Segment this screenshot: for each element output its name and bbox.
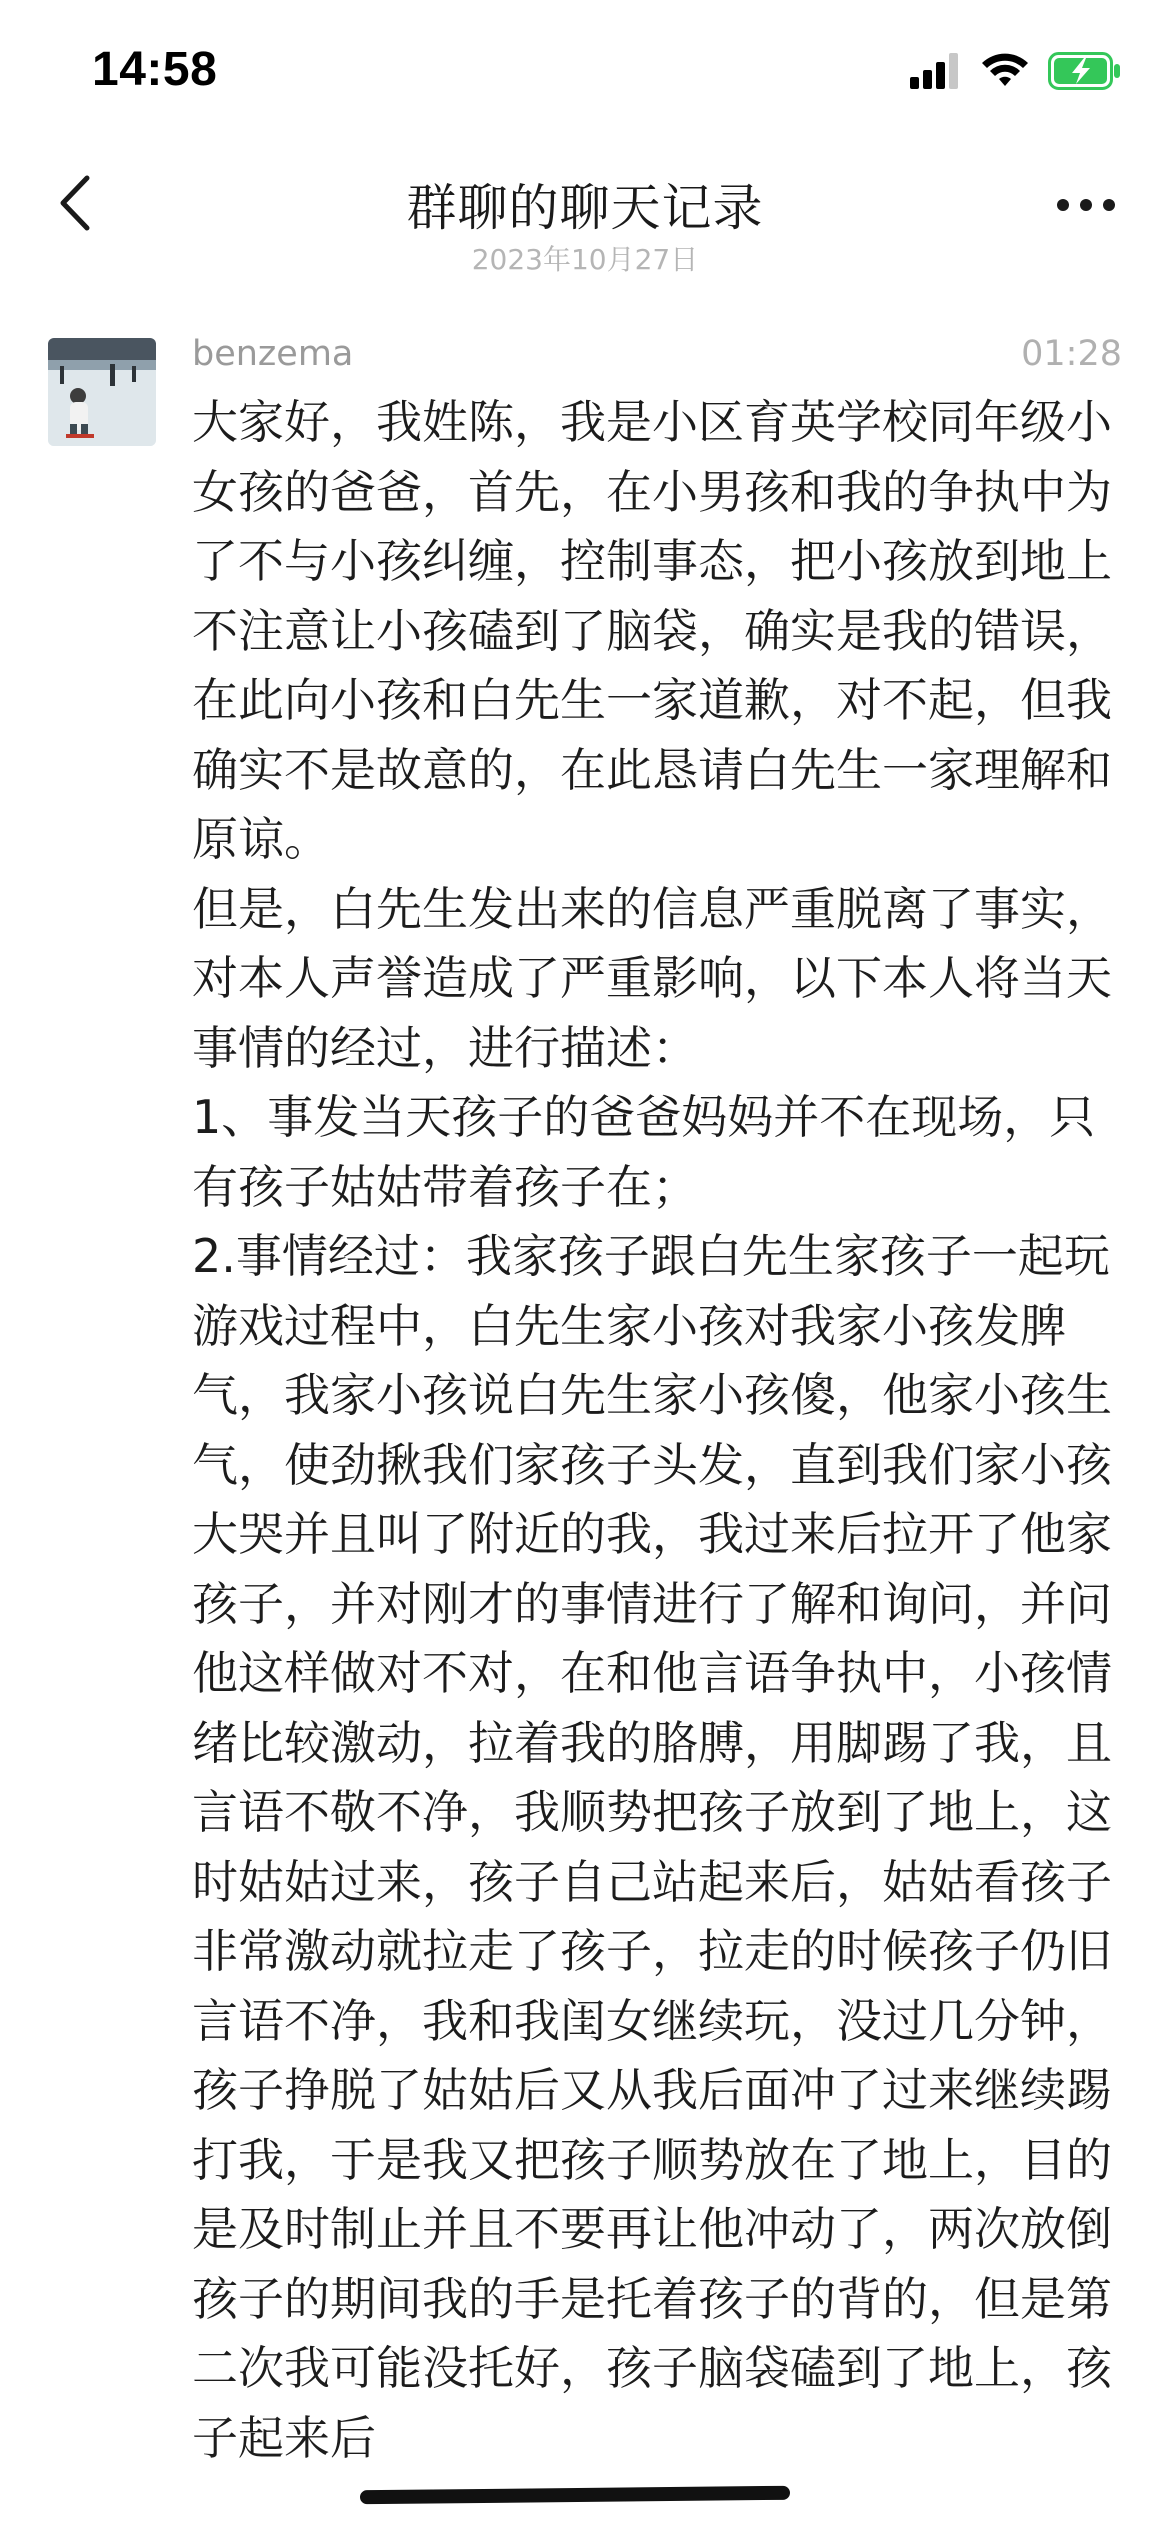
nav-bar — [0, 150, 1170, 300]
more-dots-icon — [1056, 197, 1116, 216]
avatar[interactable] — [48, 338, 156, 446]
status-time: 14:58 — [92, 43, 218, 96]
cellular-signal-icon — [910, 53, 962, 93]
message-time: 01:28 — [1021, 334, 1122, 374]
battery-charging-icon — [1048, 52, 1122, 94]
sender-name: benzema — [192, 334, 354, 374]
status-icons — [910, 52, 1122, 94]
more-button[interactable] — [1046, 178, 1126, 234]
message-text: 大家好，我姓陈，我是小区育英学校同年级小女孩的爸爸，首先，在小男孩和我的争执中为了不与小孩纠缠，控制事态，把小孩放到地上不注意让小孩磕到了脑袋，确实是我的错误，在此向小孩和白先生一家道歉，对不起，但我确实不是故意的，在此恳请白先生一家理解和原谅。 但是，白先生发出来的信息严重脱离了事实，对本人声誉造成了严重影响，以下本人将当天事情的经过，进行描述： 1、事发当天孩子的爸爸妈妈并不在现场，只有孩子姑姑带着孩子在； 2.事情经过：我家孩子跟白先生家孩子一起玩游戏过程中，白先生家小孩对我家小孩发脾气，我家小孩说白先生家小孩傻，他家小孩生气，使劲揪我们家孩子头发，直到我们家小孩大哭并且叫了附近的我，我过来后拉开了他家孩子，并对刚才的事情进行了解和询问，并问他这样做对不对，在和他言语争执中，小孩情绪比较激动，拉着我的胳膊，用脚踢了我，且言语不敬不净，我顺势把孩子放到了地上，这时姑姑过来，孩子自己站起来后，姑姑看孩子非常激动就拉走了孩子，拉走的时候孩子仍旧言语不净，我和我闺女继续玩，没过几分钟，孩子挣脱了姑姑后又从我后面冲了过来继续踢打我，于是我又把孩子顺势放在了地上，目的是及时制止并且不要再让他冲动了，两次放倒孩子的期间我的手是托着孩子的背的，但是第二次我可能没托好，孩子脑袋磕到了地上，孩子起来后 — [192, 395, 1112, 2465]
page-subtitle-date: 2023年10月27日 — [471, 243, 699, 276]
home-indicator — [360, 2486, 790, 2505]
page-title: 群聊的聊天记录 — [406, 179, 764, 237]
status-bar — [0, 0, 1170, 150]
wifi-icon — [980, 52, 1030, 94]
